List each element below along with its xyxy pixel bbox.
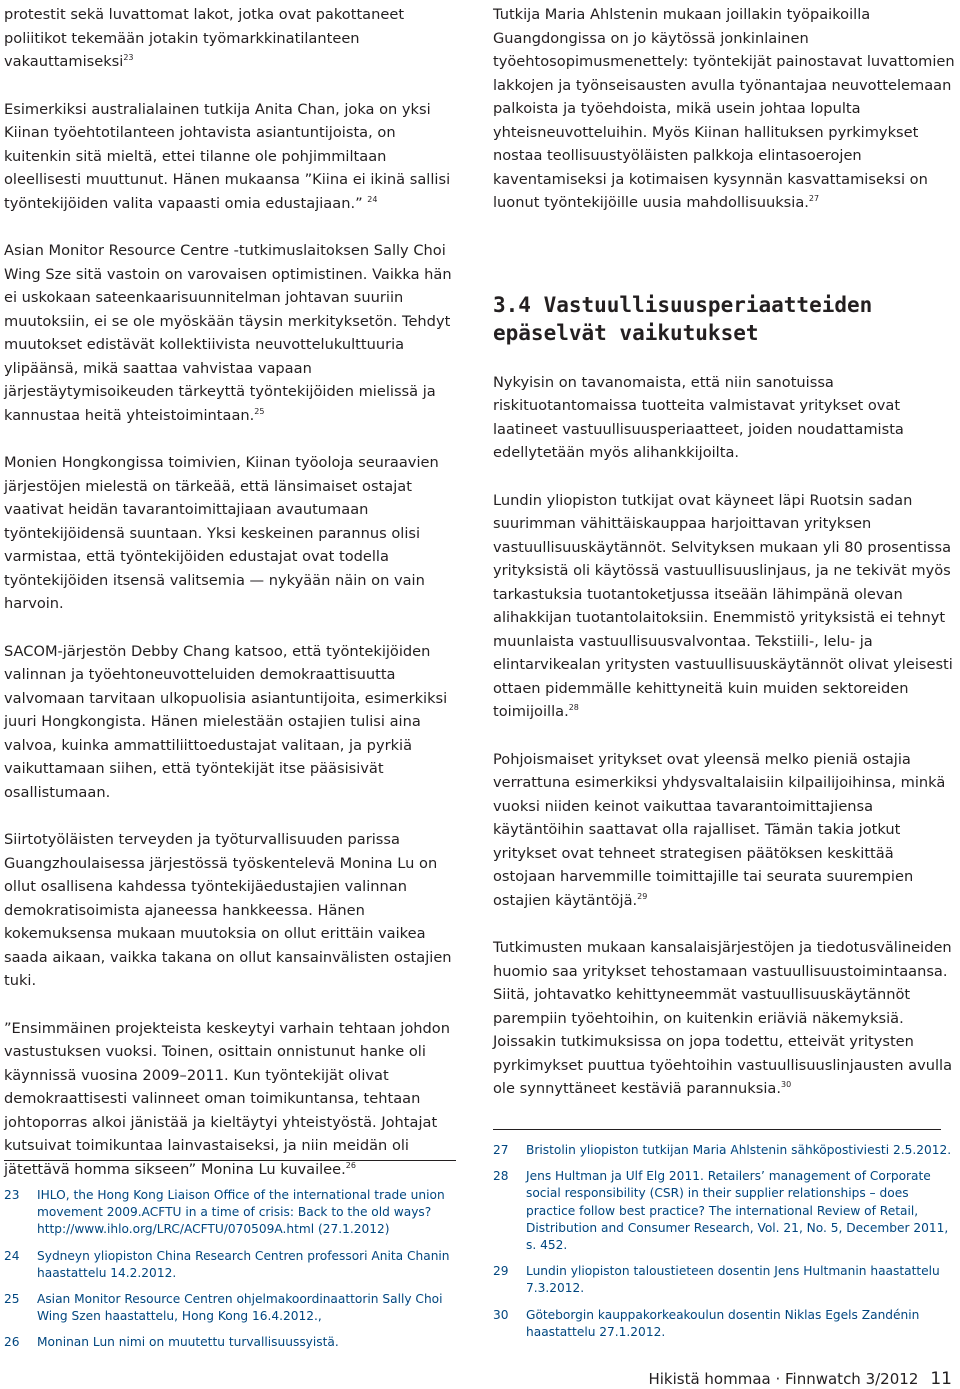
footnotes-right <box>493 1142 956 1350</box>
footnote-ref[interactable]: 28 <box>568 703 579 712</box>
footnote-number: 25 <box>4 1292 20 1307</box>
footnote-text: Lundin yliopiston taloustieteen dosentin Jens Hultmanin haastattelu 7.3.2012. <box>526 1264 940 1296</box>
footnote-number: 23 <box>4 1188 20 1202</box>
footnote-text: Jens Hultman ja Ulf Elg 2011. Retailers’ management of Corporate social responsibility (CSR) in their supplier relationships – does practice follow best practice? The international Review of Retail, Distribution and Consumer Research, Vol. 21, No. 5, December 2011, s. 452. <box>526 1169 949 1253</box>
body-paragraph: Siirtotyöläisten terveyden ja työturvallisuuden parissa Guangzhoulaisessa järjestössä työskentelevä Monina Lu on ollut osallisena kahdessa työntekijäedustajien valinnan demokratisoimista ajaneessa hankkeessa. Hänen kokemuksensa mukaan muutoksia on ollut erittäin vaikea saada aikaan, vaikka takana on ollut kansainvälisten ostajien tuki. <box>4 831 452 989</box>
body-paragraph: Lundin yliopiston tutkijat ovat käyneet läpi Ruotsin sadan suurimman vähittäiskauppaa harjoittavan yrityksen vastuullisuuskäytännöt. Selvityksen mukaan yli 80 prosentissa yrityksistä oli käytössä vastuullisuuslinjaus, ja ne tekivät myös tarkastuksia tuotantoketjussa itseään lähimpänä olevan alihakkijan tuotantolaitoksiin. Enemmistö yrityksistä ei tehnyt muunlaista vastuullisuusvalvontaa. Tekstiili-, lelu- ja elintarvikealan yritysten vastuullisuuskäytännöt olivat yleisesti ottaen pidemmälle kehittyneitä kuin muiden sektoreiden toimijoilla.$^{28}$ <box>493 491 953 720</box>
footnote-divider-left <box>4 1160 456 1161</box>
footnote-number: 26 <box>4 1335 20 1350</box>
footnote-item <box>4 1334 460 1351</box>
footnote-item <box>493 1142 956 1159</box>
body-paragraph: Asian Monitor Resource Centre -tutkimuslaitoksen Sally Choi Wing Sze sitä vastoin on varovaisen optimistinen. Vaikka hän ei uskokaan sateenkaarisuunnitelman johtavan suuriin muutoksiin, ei se ole myöskään täysin merkityksetön. Tehdyt muutokset edistävät kollektiivista neuvottelukulttuuria ylipäänsä, mikä saattaa vahvistaa vapaan järjestäytymisoikeuden tärkeyttä työntekijöiden mielissä ja kannustaa heitä yhteistoimintaan.$^{25}$ <box>4 242 452 424</box>
footnote-number: 27 <box>493 1143 509 1157</box>
footnote-number: 30 <box>493 1307 509 1322</box>
footnotes-left <box>4 1187 460 1361</box>
page-number: 11 <box>930 1369 952 1389</box>
footnote-ref[interactable]: 30 <box>780 1080 792 1089</box>
body-paragraph: protestit sekä luvattomat lakot, jotka ovat pakottaneet poliitikot tekemään jotakin työmarkkinatilanteen vakauttamiseksi$^{23}$ <box>4 6 405 70</box>
body-paragraph: Esimerkiksi australialainen tutkija Anita Chan, joka on yksi Kiinan työehtotilanteen johtavista asiantuntijoista, on kuitenkin sitä mieltä, ettei tilanne ole pohjimmiltaan oleellisesti muuttunut. Hänen mukaansa ”Kiina ei ikinä sallisi työntekijöiden valita vapaasti omia edustajiaan.” $^{24}$ <box>4 100 451 212</box>
page-footer <box>648 1369 952 1389</box>
footnote-item <box>4 1187 460 1239</box>
body-paragraph: Nykyisin on tavanomaista, että niin sanotuissa riskituotantomaissa tuotteita valmistavat yritykset ovat laatineet vastuullisuusperiaatteet, joiden noudattamista edellytetään myös alihankkijoilta. <box>493 373 904 461</box>
footnote-text: Göteborgin kauppakorkeakoulun dosentin Niklas Egels Zandénin haastattelu 27.1.2012. <box>526 1307 920 1339</box>
section-heading: 3.4 Vastuullisuusperiaatteiden epäselvät vaikutukset <box>493 292 873 345</box>
footnote-item <box>4 1248 460 1282</box>
footnote-ref[interactable]: 23 <box>123 53 134 62</box>
footnote-ref[interactable]: 26 <box>345 1160 356 1170</box>
footnote-text: Asian Monitor Resource Centren ohjelmakoordinaattorin Sally Choi Wing Szen haastattelu, Hong Kong 16.4.2012., <box>37 1292 443 1324</box>
footnote-divider-right <box>493 1129 941 1130</box>
footnote-ref[interactable]: 29 <box>637 891 648 901</box>
footnote-item <box>493 1307 956 1341</box>
footnote-number: 28 <box>493 1169 509 1184</box>
body-paragraph: Pohjoismaiset yritykset ovat yleensä melko pieniä ostajia verrattuna esimerkiksi yhdysvaltalaisiin kilpailijoihinsa, minkä vuoksi niiden keinot vaikuttaa tavarantoimittajiensa käytäntöihin saattavat olla rajalliset. Tämän takia jotkut yritykset ovat tehneet strategisen päätöksen keskittää ostojaan harvemmille toimittajille tai seurata suurempien ostajien käytäntöjä.$^{29}$ <box>493 750 946 909</box>
body-paragraph: Tutkija Maria Ahlstenin mukaan joillakin työpaikoilla Guangdongissa on jo käytössä jonkinlainen työehtosopimusmenettely: työntekijät painostavat luvattomien lakkojen ja työnseisausten avulla työnantajaa neuvottelemaan palkoista ja työehdoista, mikä usein johtaa lopulta yhteisneuvotteluihin. Myös Kiinan hallituksen pyrkimykset nostaa teollisuustyöläisten palkkoja elintasoerojen kaventamiseksi ja kotimaisen kysynnän kasvattamiseksi on luonut työntekijöille uusia mahdollisuuksia.$^{27}$ <box>493 6 955 211</box>
footnote-number: 24 <box>4 1248 20 1263</box>
footnote-item <box>493 1168 956 1254</box>
body-paragraph: Monien Hongkongissa toimivien, Kiinan työoloja seuraavien järjestöjen mielestä on tärkeää, että länsimaiset ostajat vaativat heidän tavarantoimittajiaan avautumaan työntekijöidensä suuntaan. Yksi keskeinen parannus olisi varmistaa, että työntekijöiden edustajat ovat todella työntekijöiden itsensä valitsemia — nykyään näin on vain harvoin. <box>4 454 439 612</box>
body-paragraph: SACOM-järjestön Debby Chang katsoo, että työntekijöiden valinnan ja työehtoneuvotteluiden demokraattisuutta valvomaan tarvitaan ulkopuolisia asiantuntijoita, esimerkiksi juuri Hongkongista. Hänen mielestään ostajien tulisi aina valvoa, kuinka ammattiliittoedustajat valitaan, ja pyrkiä vaikuttamaan siihen, että työntekijät itse pääsisivät osallistumaan. <box>4 642 448 801</box>
body-paragraph: Tutkimusten mukaan kansalaisjärjestöjen ja tiedotusvälineiden huomio saa yritykset tehostamaan vastuullisuustoimintaansa. Siitä, johtavatko kehittyneemmät vastuullisuuskäytännöt parempiin työehtoihin, on kuitenkin eriäviä näkemyksiä. Joissakin tutkimuksissa on jopa todettu, etteivät yritysten pyrkimykset puuttua työehtoihin vastuullisuuslinjausten avulla ole synnyttäneet kestäviä parannuksia.$^{30}$ <box>493 939 953 1097</box>
footnote-ref[interactable]: 24 <box>367 194 378 204</box>
quote-paragraph: ”Ensimmäinen projekteista keskeytyi varhain tehtaan johdon vastustuksen vuoksi. Toinen, osittain onnistunut hanke oli käynnissä vuosina 2009–2011. Kun työntekijät olivat demokraattisesti valinneet oman toimikuntansa, tehtaan johtoporras alkoi jänistää ja kieltäytyi yhteistyöstä. Johtajat kutsuivat toimikuntaa lainvastaiseksi, ja niin meidän oli jätettävä homma sikseen” Monina Lu kuvailee.$^{26}$ <box>4 1019 450 1178</box>
footnote-text: IHLO, the Hong Kong Liaison Office of the international trade union movement 2009.ACFTU in a time of crisis: Back to the old ways? http://www.ihlo.org/LRC/ACFTU/070509A.html (27.1.2012) <box>37 1188 445 1237</box>
footnote-ref[interactable]: 27 <box>808 194 820 203</box>
publication-title: Hikistä hommaa · Finnwatch 3/2012 <box>648 1370 919 1388</box>
footnote-item <box>493 1263 956 1297</box>
footnote-ref[interactable]: 25 <box>254 406 265 416</box>
footnote-text: Bristolin yliopiston tutkijan Maria Ahlstenin sähköpostiviesti 2.5.2012. <box>526 1143 952 1157</box>
left-column <box>4 3 460 1205</box>
footnote-number: 29 <box>493 1264 509 1279</box>
footnote-text: Moninan Lun nimi on muutettu turvallisuussyistä. <box>37 1335 339 1350</box>
footnote-text: Sydneyn yliopiston China Research Centren professori Anita Chanin haastattelu 14.2.2012. <box>37 1248 450 1280</box>
right-column <box>493 3 956 1125</box>
footnote-item <box>4 1291 460 1325</box>
